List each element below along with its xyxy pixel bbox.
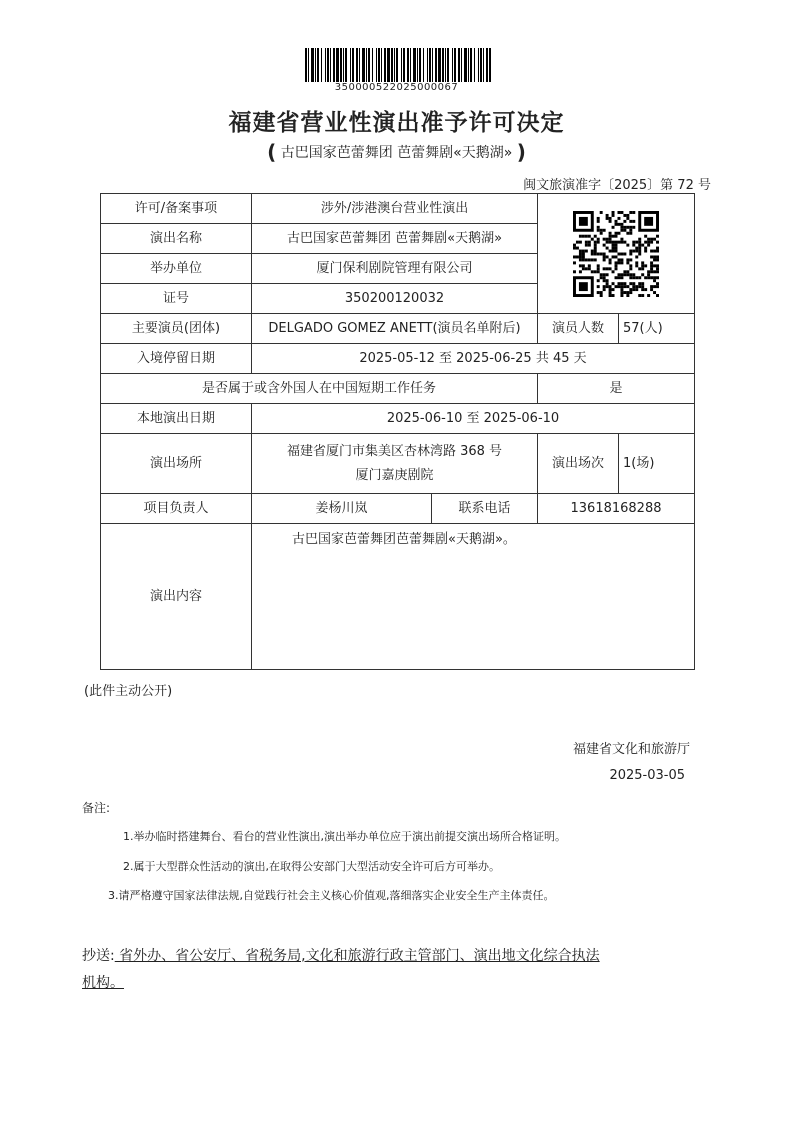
performer-count-label: 演员人数 bbox=[538, 314, 619, 344]
permit-item-label: 许可/备案事项 bbox=[101, 194, 252, 224]
issuer: 福建省文化和旅游厅 bbox=[572, 742, 690, 757]
document-subtitle bbox=[0, 140, 793, 164]
stay-date-value: 2025-05-12 至 2025-06-25 共 45 天 bbox=[252, 344, 695, 374]
subtitle-open-paren: ( bbox=[267, 140, 277, 164]
venue-name: 厦门嘉庚剧院 bbox=[355, 467, 434, 483]
remark-item-2: 2.属于大型群众性活动的演出,在取得公安部门大型活动安全许可后方可举办。 bbox=[123, 860, 500, 873]
public-note: (此件主动公开) bbox=[84, 684, 173, 699]
organizer-value: 厦门保利剧院管理有限公司 bbox=[252, 254, 538, 284]
cc-recipients: 省外办、省公安厅、省税务局,文化和旅游行政主管部门、演出地文化综合执法 bbox=[114, 948, 600, 964]
short-work-value: 是 bbox=[538, 374, 695, 404]
subtitle-text: 古巴国家芭蕾舞团 芭蕾舞剧«天鹅湖» bbox=[276, 145, 517, 161]
manager-label: 项目负责人 bbox=[101, 494, 252, 524]
phone-value: 13618168288 bbox=[538, 494, 695, 524]
permit-item-value: 涉外/涉港澳台营业性演出 bbox=[252, 194, 538, 224]
content-label: 演出内容 bbox=[101, 524, 252, 670]
remark-item-3: 3.请严格遵守国家法律法规,自觉践行社会主义核心价值观,落细落实企业安全生产主体责任。 bbox=[108, 889, 555, 902]
sessions-label: 演出场次 bbox=[538, 434, 619, 494]
remark-item-1: 1.举办临时搭建舞台、看台的营业性演出,演出举办单位应于演出前提交演出场所合格证明。 bbox=[123, 830, 566, 843]
venue-label: 演出场所 bbox=[101, 434, 252, 494]
cc-label: 抄送: bbox=[82, 948, 115, 964]
local-date-value: 2025-06-10 至 2025-06-10 bbox=[252, 404, 695, 434]
manager-value: 姜杨川岚 bbox=[252, 494, 432, 524]
cc-block bbox=[82, 943, 712, 997]
performer-value: DELGADO GOMEZ ANETT(演员名单附后) bbox=[252, 314, 538, 344]
cc-recipients-cont: 机构。 bbox=[82, 975, 124, 991]
barcode bbox=[305, 48, 491, 82]
remarks-label: 备注: bbox=[82, 801, 111, 815]
venue-value bbox=[252, 434, 538, 494]
barcode-number: 350000522025000067 bbox=[334, 82, 459, 93]
license-label: 证号 bbox=[101, 284, 252, 314]
show-name-label: 演出名称 bbox=[101, 224, 252, 254]
show-name-value: 古巴国家芭蕾舞团 芭蕾舞剧«天鹅湖» bbox=[252, 224, 538, 254]
issue-date: 2025-03-05 bbox=[609, 768, 685, 783]
qr-code-cell bbox=[538, 194, 695, 314]
qr-code-icon bbox=[573, 211, 659, 297]
document-title: 福建省营业性演出准予许可决定 bbox=[228, 109, 565, 136]
venue-address: 福建省厦门市集美区杏林湾路 368 号 bbox=[286, 443, 503, 459]
license-value: 350200120032 bbox=[252, 284, 538, 314]
short-work-label: 是否属于或含外国人在中国短期工作任务 bbox=[101, 374, 538, 404]
content-value: 古巴国家芭蕾舞团芭蕾舞剧«天鹅湖»。 bbox=[252, 524, 695, 670]
subtitle-close-paren: ) bbox=[516, 140, 526, 164]
document-number: 闽文旅演准字〔2025〕第 72 号 bbox=[523, 178, 711, 193]
performer-label: 主要演员(团体) bbox=[101, 314, 252, 344]
stay-date-label: 入境停留日期 bbox=[101, 344, 252, 374]
permit-table bbox=[100, 193, 695, 670]
phone-label: 联系电话 bbox=[432, 494, 538, 524]
organizer-label: 举办单位 bbox=[101, 254, 252, 284]
performer-count-value: 57(人) bbox=[619, 314, 695, 344]
local-date-label: 本地演出日期 bbox=[101, 404, 252, 434]
sessions-value: 1(场) bbox=[619, 434, 695, 494]
